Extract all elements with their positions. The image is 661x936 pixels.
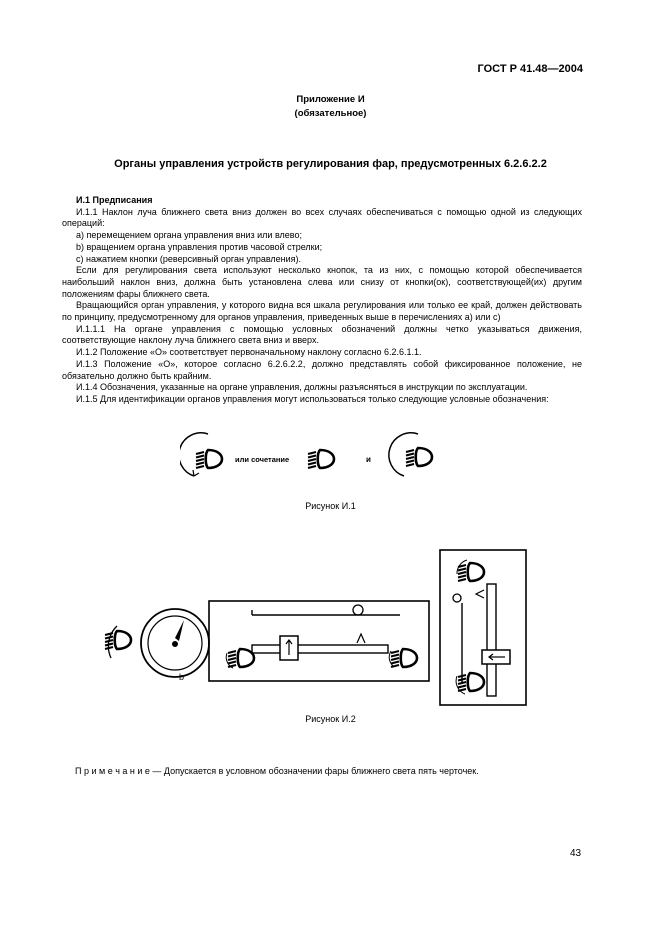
rotary-dial — [105, 609, 209, 682]
paragraph: И.1.3 Положение «О», которое согласно 6.2.6.2.2, должно представлять собой фиксированное положение, не обязательно должно быть крайним. — [62, 358, 582, 381]
list-item: а) перемещением органа управления вниз или влево; — [76, 230, 302, 241]
note — [75, 766, 479, 776]
paragraph: И.1.1.1 На органе управления с помощью условных обозначений должны четко указываться движения, соответствующие наклону луча ближнего света вниз и вверх. — [62, 323, 582, 346]
standard-header: ГОСТ Р 41.48—2004 — [477, 63, 583, 75]
section-title: Органы управления устройств регулирования фар, предусмотренных 6.2.6.2.2 — [114, 158, 547, 170]
slider-mark-a: A — [357, 648, 358, 649]
figure-1-caption: Рисунок И.1 — [305, 501, 356, 511]
figure-2-caption: Рисунок И.2 — [305, 714, 356, 724]
figure-1-symbols — [180, 428, 450, 488]
position-o: O — [450, 601, 451, 602]
paragraph: И.1.1 Наклон луча ближнего света вниз должен во всех случаях обеспечиваться с помощью одной из следующих операций: — [62, 206, 582, 229]
paragraph: Вращающийся орган управления, у которого видна вся шкала регулирования или только ее край, должен действовать по принципу, предусмотренному для органов управления, приведенных выше в перечислениях а) или с) — [62, 300, 582, 323]
paragraph: И.1.2 Положение «О» соответствует первоначальному наклону согласно 6.2.6.1.1. — [76, 347, 422, 358]
dial-letter: b — [179, 672, 185, 682]
list-item: с) нажатием кнопки (реверсивный орган управления). — [76, 253, 302, 264]
annex-heading — [0, 93, 661, 121]
or-combination-text: или сочетание — [235, 455, 290, 464]
vertical-slider — [440, 550, 526, 705]
paragraph: И.1.4 Обозначения, указанные на органе управления, должны разъясняться в инструкции по эксплуатации. — [76, 382, 528, 393]
page-number: 43 — [570, 848, 582, 859]
paragraph: Если для регулирования света используют несколько кнопок, та из них, с помощью которой обеспечивается наибольший наклон вниз, должна быть установлена слева или снизу от кнопки(ок), соответствующей(их) другим положениям фары ближнего света. — [62, 265, 582, 299]
paragraph: И.1.5 Для идентификации органов управления могут использоваться только следующие условные обозначения: — [76, 393, 549, 404]
lamp-rotary-symbol — [180, 433, 222, 476]
horizontal-slider — [209, 601, 429, 681]
lamp-rotary-symbol-2 — [389, 433, 432, 476]
annex-status: (обязательное) — [294, 108, 367, 119]
note-text: — Допускается в условном обозначении фары ближнего света пять черточек. — [149, 766, 479, 776]
body-text — [62, 195, 582, 406]
subsection-heading: И.1 Предписания — [76, 195, 153, 205]
note-label: П р и м е ч а н и е — [75, 766, 150, 776]
list-item: b) вращением органа управления против часовой стрелки; — [76, 241, 323, 252]
figure-2-controls — [95, 548, 535, 708]
lamp-symbol — [308, 450, 334, 468]
annex-title: Приложение И — [296, 94, 365, 105]
and-text: и — [366, 455, 371, 464]
